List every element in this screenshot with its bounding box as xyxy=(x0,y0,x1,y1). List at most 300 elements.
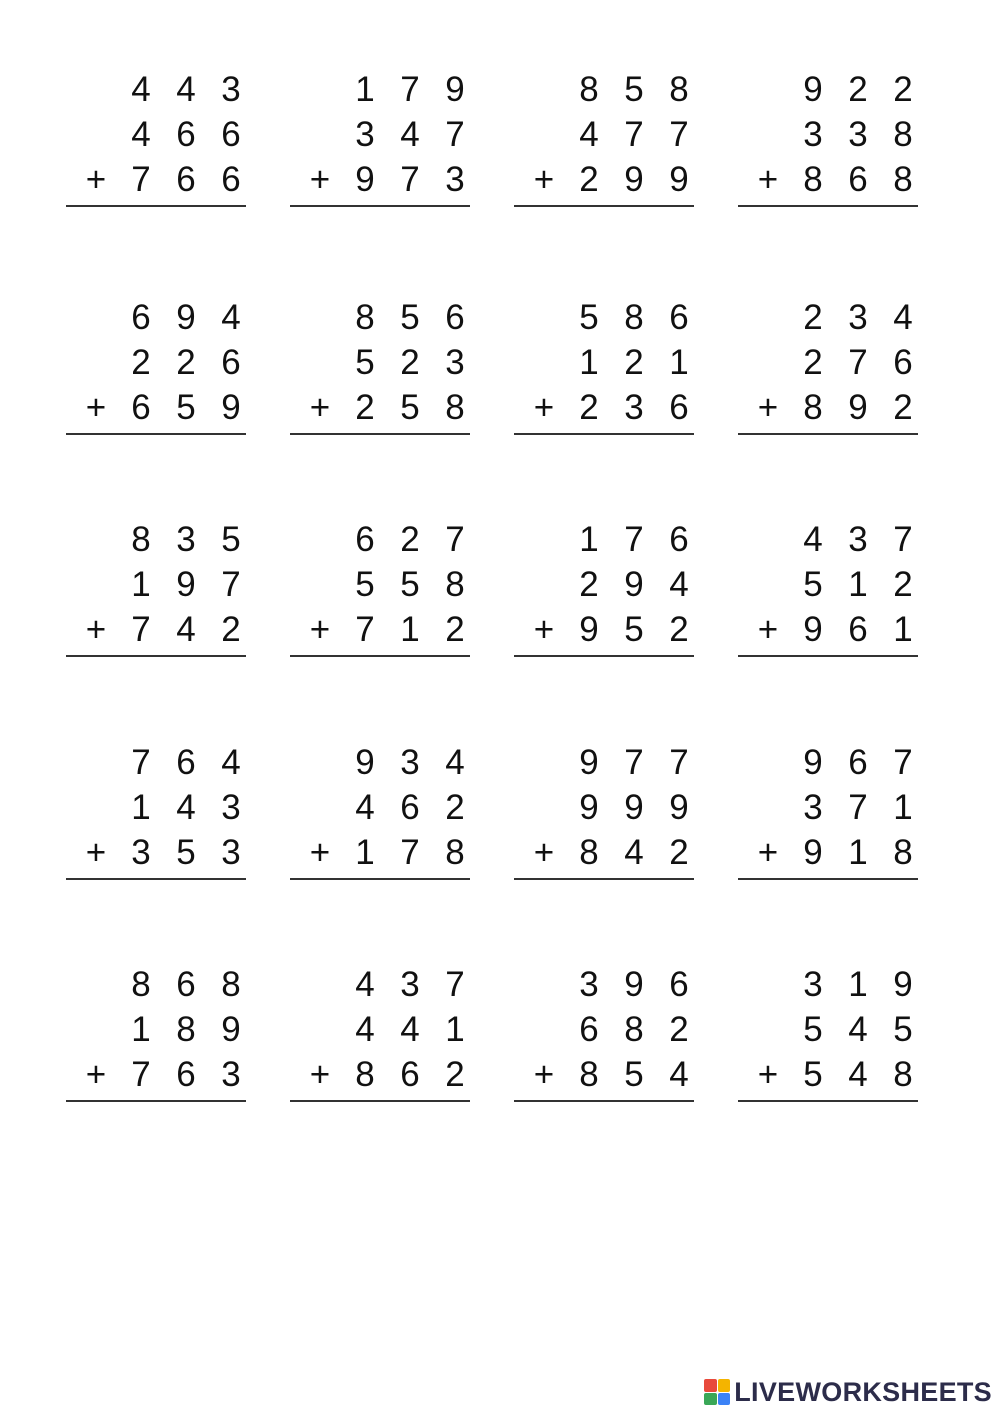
digit: 5 xyxy=(803,565,823,604)
addend-row xyxy=(514,295,694,340)
digit: 4 xyxy=(400,115,420,154)
plus-sign: + xyxy=(757,160,779,199)
digit: 8 xyxy=(893,833,913,872)
digit: 5 xyxy=(355,565,375,604)
digit: 8 xyxy=(355,298,375,337)
sum-line xyxy=(290,205,470,207)
digit: 5 xyxy=(400,298,420,337)
digit: 8 xyxy=(131,520,151,559)
digit: 8 xyxy=(445,388,465,427)
addend-row xyxy=(66,295,246,340)
digit: 3 xyxy=(803,965,823,1004)
addend-row xyxy=(290,562,470,607)
digit: 3 xyxy=(803,115,823,154)
plus-sign: + xyxy=(533,1055,555,1094)
digit: 1 xyxy=(131,1010,151,1049)
digit: 3 xyxy=(400,743,420,782)
sum-line xyxy=(66,433,246,435)
sum-line xyxy=(290,655,470,657)
addition-problem xyxy=(514,67,694,202)
digit: 8 xyxy=(579,70,599,109)
digit: 2 xyxy=(803,343,823,382)
brand-text: LIVEWORKSHEETS xyxy=(734,1376,992,1407)
digit: 1 xyxy=(893,788,913,827)
digit: 1 xyxy=(848,833,868,872)
digit: 6 xyxy=(221,160,241,199)
digit: 5 xyxy=(400,388,420,427)
digit: 7 xyxy=(131,160,151,199)
addition-problem xyxy=(738,740,918,875)
sum-line xyxy=(66,878,246,880)
plus-sign: + xyxy=(757,1055,779,1094)
addition-problem xyxy=(738,962,918,1097)
digit: 9 xyxy=(221,1010,241,1049)
digit: 9 xyxy=(355,160,375,199)
addend-row-with-plus xyxy=(66,385,246,430)
addend-row xyxy=(738,295,918,340)
digit: 6 xyxy=(669,388,689,427)
addition-problem xyxy=(66,67,246,202)
addend-row xyxy=(66,785,246,830)
digit: 2 xyxy=(893,565,913,604)
digit: 9 xyxy=(669,788,689,827)
digit: 3 xyxy=(848,520,868,559)
addition-problem xyxy=(514,962,694,1097)
digit: 8 xyxy=(176,1010,196,1049)
digit: 9 xyxy=(669,160,689,199)
digit: 4 xyxy=(176,70,196,109)
sum-line xyxy=(738,1100,918,1102)
digit: 3 xyxy=(624,388,644,427)
digit: 6 xyxy=(400,788,420,827)
digit: 9 xyxy=(803,70,823,109)
digit: 3 xyxy=(221,788,241,827)
plus-sign: + xyxy=(309,388,331,427)
plus-sign: + xyxy=(85,388,107,427)
digit: 4 xyxy=(355,788,375,827)
digit: 3 xyxy=(221,1055,241,1094)
addend-row xyxy=(66,740,246,785)
addend-row xyxy=(66,962,246,1007)
addend-row-with-plus xyxy=(514,830,694,875)
digit: 9 xyxy=(176,565,196,604)
sum-line xyxy=(738,205,918,207)
digit: 8 xyxy=(893,115,913,154)
addend-row xyxy=(738,517,918,562)
digit: 1 xyxy=(131,565,151,604)
digit: 1 xyxy=(848,565,868,604)
digit: 2 xyxy=(579,160,599,199)
sum-line xyxy=(514,878,694,880)
digit: 6 xyxy=(669,298,689,337)
digit: 4 xyxy=(624,833,644,872)
addend-row xyxy=(514,1007,694,1052)
logo-square xyxy=(704,1393,717,1406)
digit: 5 xyxy=(624,610,644,649)
sum-line xyxy=(738,655,918,657)
digit: 5 xyxy=(803,1055,823,1094)
digit: 1 xyxy=(579,520,599,559)
digit: 2 xyxy=(579,388,599,427)
addend-row-with-plus xyxy=(66,607,246,652)
digit: 6 xyxy=(221,343,241,382)
addend-row-with-plus xyxy=(514,1052,694,1097)
plus-sign: + xyxy=(309,833,331,872)
sum-line xyxy=(290,433,470,435)
sum-line xyxy=(290,878,470,880)
digit: 7 xyxy=(131,610,151,649)
digit: 7 xyxy=(445,965,465,1004)
addition-problem xyxy=(290,67,470,202)
digit: 4 xyxy=(848,1010,868,1049)
digit: 4 xyxy=(131,70,151,109)
addend-row-with-plus xyxy=(738,1052,918,1097)
addend-row-with-plus xyxy=(738,607,918,652)
digit: 1 xyxy=(445,1010,465,1049)
digit: 4 xyxy=(355,965,375,1004)
digit: 1 xyxy=(848,965,868,1004)
addition-problem xyxy=(738,67,918,202)
addend-row xyxy=(514,562,694,607)
digit: 6 xyxy=(176,743,196,782)
addend-row xyxy=(66,67,246,112)
addend-row xyxy=(290,295,470,340)
plus-sign: + xyxy=(309,1055,331,1094)
sum-line xyxy=(738,878,918,880)
addition-problem xyxy=(738,517,918,652)
digit: 5 xyxy=(579,298,599,337)
digit: 7 xyxy=(400,70,420,109)
digit: 5 xyxy=(176,388,196,427)
digit: 9 xyxy=(803,833,823,872)
digit: 8 xyxy=(624,1010,644,1049)
digit: 2 xyxy=(176,343,196,382)
sum-line xyxy=(514,1100,694,1102)
digit: 8 xyxy=(445,565,465,604)
addend-row xyxy=(738,1007,918,1052)
digit: 9 xyxy=(848,388,868,427)
plus-sign: + xyxy=(309,610,331,649)
addend-row xyxy=(66,517,246,562)
digit: 4 xyxy=(176,788,196,827)
sum-line xyxy=(514,205,694,207)
digit: 6 xyxy=(893,343,913,382)
digit: 3 xyxy=(803,788,823,827)
plus-sign: + xyxy=(85,610,107,649)
digit: 6 xyxy=(176,965,196,1004)
addend-row xyxy=(66,112,246,157)
digit: 1 xyxy=(893,610,913,649)
digit: 3 xyxy=(355,115,375,154)
digit: 9 xyxy=(624,788,644,827)
sum-line xyxy=(514,433,694,435)
addend-row-with-plus xyxy=(514,607,694,652)
digit: 2 xyxy=(669,1010,689,1049)
addend-row xyxy=(66,340,246,385)
logo-square xyxy=(718,1393,731,1406)
digit: 7 xyxy=(669,743,689,782)
digit: 1 xyxy=(355,70,375,109)
plus-sign: + xyxy=(533,833,555,872)
addend-row xyxy=(738,785,918,830)
addend-row-with-plus xyxy=(514,157,694,202)
digit: 4 xyxy=(579,115,599,154)
digit: 9 xyxy=(579,743,599,782)
addend-row xyxy=(290,785,470,830)
digit: 2 xyxy=(624,343,644,382)
addend-row-with-plus xyxy=(290,607,470,652)
addition-problem xyxy=(514,295,694,430)
digit: 2 xyxy=(893,70,913,109)
digit: 2 xyxy=(893,388,913,427)
digit: 8 xyxy=(355,1055,375,1094)
digit: 6 xyxy=(445,298,465,337)
digit: 7 xyxy=(400,833,420,872)
digit: 6 xyxy=(176,115,196,154)
logo-square xyxy=(718,1379,731,1392)
digit: 6 xyxy=(176,1055,196,1094)
digit: 4 xyxy=(176,610,196,649)
digit: 6 xyxy=(400,1055,420,1094)
digit: 8 xyxy=(803,388,823,427)
addend-row xyxy=(738,962,918,1007)
sum-line xyxy=(66,205,246,207)
digit: 1 xyxy=(131,788,151,827)
plus-sign: + xyxy=(757,610,779,649)
addition-problem xyxy=(66,295,246,430)
digit: 7 xyxy=(893,520,913,559)
digit: 5 xyxy=(803,1010,823,1049)
digit: 3 xyxy=(848,298,868,337)
addition-problem xyxy=(290,962,470,1097)
plus-sign: + xyxy=(533,388,555,427)
digit: 5 xyxy=(893,1010,913,1049)
digit: 3 xyxy=(221,833,241,872)
addend-row xyxy=(514,740,694,785)
addition-problem xyxy=(738,295,918,430)
digit: 6 xyxy=(176,160,196,199)
digit: 7 xyxy=(893,743,913,782)
digit: 5 xyxy=(355,343,375,382)
sum-line xyxy=(66,1100,246,1102)
digit: 3 xyxy=(176,520,196,559)
addend-row xyxy=(738,112,918,157)
digit: 4 xyxy=(355,1010,375,1049)
digit: 9 xyxy=(624,565,644,604)
digit: 5 xyxy=(624,1055,644,1094)
addition-problem xyxy=(66,517,246,652)
digit: 7 xyxy=(445,520,465,559)
addend-row xyxy=(514,517,694,562)
addition-problem xyxy=(66,962,246,1097)
digit: 5 xyxy=(624,70,644,109)
digit: 4 xyxy=(803,520,823,559)
digit: 6 xyxy=(355,520,375,559)
addend-row-with-plus xyxy=(66,1052,246,1097)
digit: 8 xyxy=(803,160,823,199)
addend-row-with-plus xyxy=(738,385,918,430)
digit: 4 xyxy=(893,298,913,337)
addition-problem xyxy=(290,517,470,652)
addend-row-with-plus xyxy=(290,157,470,202)
plus-sign: + xyxy=(533,610,555,649)
digit: 5 xyxy=(221,520,241,559)
addition-problem xyxy=(290,740,470,875)
digit: 7 xyxy=(848,788,868,827)
digit: 2 xyxy=(803,298,823,337)
digit: 9 xyxy=(176,298,196,337)
addend-row xyxy=(290,740,470,785)
addition-problem xyxy=(290,295,470,430)
digit: 6 xyxy=(669,520,689,559)
digit: 7 xyxy=(848,343,868,382)
digit: 9 xyxy=(803,743,823,782)
plus-sign: + xyxy=(85,160,107,199)
addend-row xyxy=(738,740,918,785)
addend-row xyxy=(738,562,918,607)
digit: 4 xyxy=(848,1055,868,1094)
plus-sign: + xyxy=(757,388,779,427)
digit: 7 xyxy=(131,1055,151,1094)
digit: 1 xyxy=(400,610,420,649)
addend-row xyxy=(290,112,470,157)
plus-sign: + xyxy=(533,160,555,199)
digit: 6 xyxy=(848,160,868,199)
digit: 3 xyxy=(400,965,420,1004)
digit: 1 xyxy=(579,343,599,382)
plus-sign: + xyxy=(757,833,779,872)
digit: 7 xyxy=(355,610,375,649)
digit: 7 xyxy=(624,520,644,559)
addend-row xyxy=(66,1007,246,1052)
digit: 3 xyxy=(445,343,465,382)
liveworksheets-brand xyxy=(704,1377,992,1407)
digit: 9 xyxy=(624,160,644,199)
digit: 8 xyxy=(579,833,599,872)
digit: 4 xyxy=(131,115,151,154)
addition-problem xyxy=(514,517,694,652)
addend-row xyxy=(66,562,246,607)
digit: 2 xyxy=(848,70,868,109)
addend-row-with-plus xyxy=(514,385,694,430)
digit: 7 xyxy=(624,115,644,154)
addend-row xyxy=(290,340,470,385)
digit: 2 xyxy=(400,520,420,559)
digit: 6 xyxy=(131,388,151,427)
sum-line xyxy=(290,1100,470,1102)
addend-row-with-plus xyxy=(290,830,470,875)
addend-row xyxy=(738,340,918,385)
digit: 6 xyxy=(848,743,868,782)
digit: 5 xyxy=(400,565,420,604)
digit: 9 xyxy=(579,610,599,649)
digit: 9 xyxy=(221,388,241,427)
digit: 9 xyxy=(624,965,644,1004)
digit: 6 xyxy=(579,1010,599,1049)
digit: 9 xyxy=(803,610,823,649)
digit: 4 xyxy=(400,1010,420,1049)
sum-line xyxy=(66,655,246,657)
plus-sign: + xyxy=(85,1055,107,1094)
digit: 2 xyxy=(445,788,465,827)
digit: 3 xyxy=(579,965,599,1004)
digit: 2 xyxy=(669,833,689,872)
digit: 4 xyxy=(221,298,241,337)
digit: 8 xyxy=(624,298,644,337)
addend-row-with-plus xyxy=(290,385,470,430)
addend-row xyxy=(514,962,694,1007)
addend-row xyxy=(738,67,918,112)
digit: 6 xyxy=(848,610,868,649)
plus-sign: + xyxy=(309,160,331,199)
plus-sign: + xyxy=(85,833,107,872)
addend-row xyxy=(290,517,470,562)
digit: 8 xyxy=(131,965,151,1004)
addend-row-with-plus xyxy=(290,1052,470,1097)
addend-row xyxy=(290,1007,470,1052)
digit: 3 xyxy=(131,833,151,872)
digit: 6 xyxy=(221,115,241,154)
digit: 9 xyxy=(355,743,375,782)
addition-problem xyxy=(66,740,246,875)
digit: 2 xyxy=(221,610,241,649)
digit: 1 xyxy=(669,343,689,382)
addend-row-with-plus xyxy=(66,830,246,875)
addend-row xyxy=(514,67,694,112)
addend-row-with-plus xyxy=(738,157,918,202)
digit: 2 xyxy=(355,388,375,427)
digit: 5 xyxy=(176,833,196,872)
digit: 8 xyxy=(893,160,913,199)
digit: 2 xyxy=(445,610,465,649)
digit: 9 xyxy=(893,965,913,1004)
digit: 8 xyxy=(445,833,465,872)
digit: 4 xyxy=(445,743,465,782)
digit: 2 xyxy=(400,343,420,382)
addend-row xyxy=(290,67,470,112)
digit: 8 xyxy=(579,1055,599,1094)
addition-problem xyxy=(514,740,694,875)
digit: 2 xyxy=(131,343,151,382)
addend-row xyxy=(514,112,694,157)
digit: 3 xyxy=(221,70,241,109)
digit: 6 xyxy=(131,298,151,337)
digit: 4 xyxy=(669,1055,689,1094)
digit: 8 xyxy=(221,965,241,1004)
sum-line xyxy=(514,655,694,657)
liveworksheets-logo-icon xyxy=(704,1379,730,1405)
digit: 4 xyxy=(221,743,241,782)
digit: 4 xyxy=(669,565,689,604)
digit: 7 xyxy=(221,565,241,604)
sum-line xyxy=(738,433,918,435)
digit: 7 xyxy=(131,743,151,782)
logo-square xyxy=(704,1379,717,1392)
digit: 2 xyxy=(669,610,689,649)
digit: 8 xyxy=(893,1055,913,1094)
addend-row xyxy=(514,785,694,830)
addend-row-with-plus xyxy=(66,157,246,202)
digit: 7 xyxy=(624,743,644,782)
digit: 9 xyxy=(579,788,599,827)
digit: 7 xyxy=(400,160,420,199)
digit: 2 xyxy=(445,1055,465,1094)
digit: 3 xyxy=(848,115,868,154)
addend-row-with-plus xyxy=(738,830,918,875)
digit: 6 xyxy=(669,965,689,1004)
digit: 1 xyxy=(355,833,375,872)
addend-row xyxy=(514,340,694,385)
